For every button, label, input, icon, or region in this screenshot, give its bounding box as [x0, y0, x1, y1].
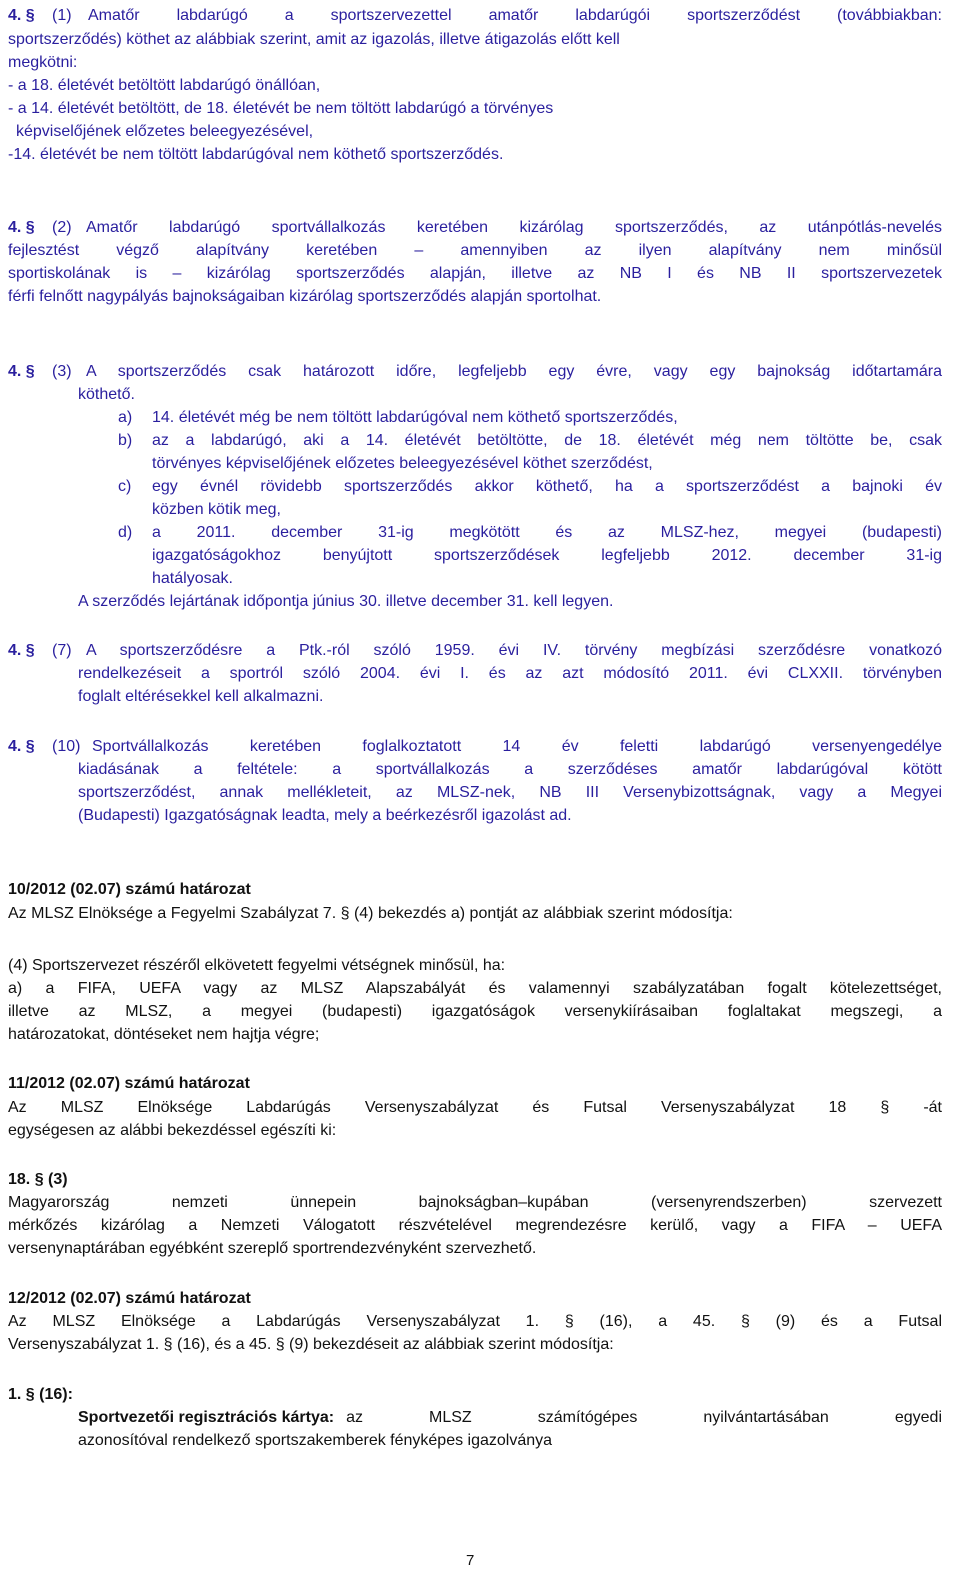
- p2-line: fejlesztést végző alapítvány keretében – amennyiben az ilyen alapítvány nem minősül: [8, 242, 942, 259]
- p1-list-item: - a 18. életévét betöltött labdarúgó önállóan,: [8, 77, 321, 94]
- p2-line: Amatőr labdarúgó sportvállalkozás keretében kizárólag sportszerződés, az utánpótlás-nevelés: [86, 219, 942, 236]
- resolution-10-line: a) a FIFA, UEFA vagy az MLSZ Alapszabályát és valamennyi szabályzatában fogalt kötelezettséget,: [8, 980, 942, 997]
- resolution-12-definition: [78, 1408, 942, 1428]
- resolution-12-title: 12/2012 (02.07) számú határozat: [8, 1290, 251, 1307]
- p1-line: Amatőr labdarúgó a sportszervezettel amatőr labdarúgói sportszerződést (továbbiakban:: [88, 7, 942, 24]
- p5-number: 4. §: [8, 738, 35, 755]
- p1-list-item: - a 14. életévét betöltött, de 18. életévét be nem töltött labdarúgó a törvényes: [8, 100, 554, 117]
- definition-term: Sportvezetői regisztrációs kártya:: [78, 1409, 335, 1426]
- p3-item-label: b): [118, 432, 133, 449]
- resolution-10-intro: Az MLSZ Elnöksége a Fegyelmi Szabályzat 7. § (4) bekezdés a) pontját az alábbiak szerint módosítja:: [8, 905, 733, 922]
- p5-line: Sportvállalkozás keretében foglalkoztatott 14 év feletti labdarúgó versenyengedélye: [92, 738, 942, 755]
- p4-line: foglalt eltérésekkel kell alkalmazni.: [78, 688, 324, 705]
- definition-text: az MLSZ számítógépes nyilvántartásában egyedi: [346, 1409, 942, 1426]
- p3-section: (3): [52, 363, 72, 380]
- resolution-12-line: Versenyszabályzat 1. § (16), és a 45. § (9) bekezdéseit az alábbiak szerint módosítja:: [8, 1336, 614, 1353]
- resolution-11-subline: versenynaptárában egyébként szereplő sportrendezvényként szervezhető.: [8, 1240, 537, 1257]
- p4-line: rendelkezéseit a sportról szóló 2004. évi I. és az azt módosító 2011. évi CLXXII. törvényben: [78, 665, 942, 682]
- p3-item-label: a): [118, 409, 133, 426]
- p1-list-item: képviselőjének előzetes beleegyezésével,: [16, 123, 314, 140]
- resolution-11-subline: mérkőzés kizárólag a Nemzeti Válogatott részvételével megrendezésre kerülő, vagy a FIFA – UEFA: [8, 1217, 942, 1234]
- resolution-11-subline: Magyarország nemzeti ünnepein bajnokságban–kupában (versenyrendszerben) szervezett: [8, 1194, 942, 1211]
- p3-line: A sportszerződés csak határozott időre, legfeljebb egy évre, vagy egy bajnokság időtartamára: [86, 363, 942, 380]
- p4-line: A sportszerződésre a Ptk.-ról szóló 1959. évi IV. törvény megbízási szerződésre vonatkozó: [86, 642, 942, 659]
- p3-number: 4. §: [8, 363, 35, 380]
- p3-item-text: az a labdarúgó, aki a 14. életévét betöltötte, de 18. életévét még nem töltötte be, csak: [152, 432, 942, 449]
- p3-closing: A szerződés lejártának időpontja június 30. illetve december 31. kell legyen.: [78, 593, 614, 610]
- p3-item-text: egy évnél rövidebb sportszerződés akkor köthető, ha a sportszerződést a bajnoki év: [152, 478, 942, 495]
- p1-section: (1): [52, 7, 72, 24]
- p3-item-text: hatályosak.: [152, 570, 233, 587]
- resolution-10-line: határozatokat, döntéseket nem hajtja végre;: [8, 1026, 320, 1043]
- p3-line: köthető.: [78, 386, 135, 403]
- resolution-12-line: Az MLSZ Elnöksége a Labdarúgás Versenyszabályzat 1. § (16), a 45. § (9) és a Futsal: [8, 1313, 942, 1330]
- p1-line: megkötni:: [8, 54, 78, 71]
- p5-line: (Budapesti) Igazgatóságnak leadta, mely a beérkezésről igazolást ad.: [78, 807, 572, 824]
- p3-item-text: igazgatóságokhoz benyújtott sportszerződések legfeljebb 2012. december 31-ig: [152, 547, 942, 564]
- p3-item-label: d): [118, 524, 133, 541]
- p4-section: (7): [52, 642, 72, 659]
- p2-line: sportiskolának is – kizárólag sportszerződés alapján, illetve az NB I és NB II sportszervezetek: [8, 265, 942, 282]
- page-number: 7: [466, 1552, 475, 1569]
- p5-line: sportszerződést, annak mellékleteit, az MLSZ-nek, NB III Versenybizottságnak, vagy a Megyei: [78, 784, 942, 801]
- resolution-11-title: 11/2012 (02.07) számú határozat: [8, 1075, 250, 1092]
- resolution-10-title: 10/2012 (02.07) számú határozat: [8, 881, 251, 898]
- resolution-12-definition-line: azonosítóval rendelkező sportszakemberek fényképes igazolványa: [78, 1432, 553, 1449]
- resolution-12-subheading: 1. § (16):: [8, 1386, 73, 1403]
- p3-item-label: c): [118, 478, 132, 495]
- p2-line: férfi felnőtt nagypályás bajnokságaiban kizárólag sportszerződés alapján sportolhat.: [8, 288, 602, 305]
- p1-number: 4. §: [8, 7, 35, 24]
- p1-list-item: -14. életévét be nem töltött labdarúgóval nem köthető sportszerződés.: [8, 146, 504, 163]
- p4-number: 4. §: [8, 642, 35, 659]
- p3-item-text: 14. életévét még be nem töltött labdarúgóval nem köthető sportszerződés,: [152, 409, 678, 426]
- p1-line: sportszerződés) köthet az alábbiak szerint, amit az igazolás, illetve átigazolás előtt kell: [8, 31, 620, 48]
- p2-number: 4. §: [8, 219, 35, 236]
- p3-item-text: közben kötik meg,: [152, 501, 281, 518]
- resolution-10-line: illetve az MLSZ, a megyei (budapesti) igazgatóságok versenykiírásaiban foglaltakat megszegi, a: [8, 1003, 942, 1020]
- p2-section: (2): [52, 219, 72, 236]
- p5-line: kiadásának a feltétele: a sportvállalkozás a szerződéses amatőr labdarúgóval kötött: [78, 761, 942, 778]
- p3-item-text: a 2011. december 31-ig megkötött és az MLSZ-hez, megyei (budapesti): [152, 524, 942, 541]
- resolution-11-subheading: 18. § (3): [8, 1171, 68, 1188]
- p3-item-text: törvényes képviselőjének előzetes beleegyezésével köthet szerződést,: [152, 455, 653, 472]
- resolution-11-line: Az MLSZ Elnöksége Labdarúgás Versenyszabályzat és Futsal Versenyszabályzat 18 § -át: [8, 1099, 942, 1116]
- resolution-11-line: egységesen az alábbi bekezdéssel egészíti ki:: [8, 1122, 337, 1139]
- p5-section: (10): [52, 738, 81, 755]
- resolution-10-line: (4) Sportszervezet részéről elkövetett fegyelmi vétségnek minősül, ha:: [8, 957, 506, 974]
